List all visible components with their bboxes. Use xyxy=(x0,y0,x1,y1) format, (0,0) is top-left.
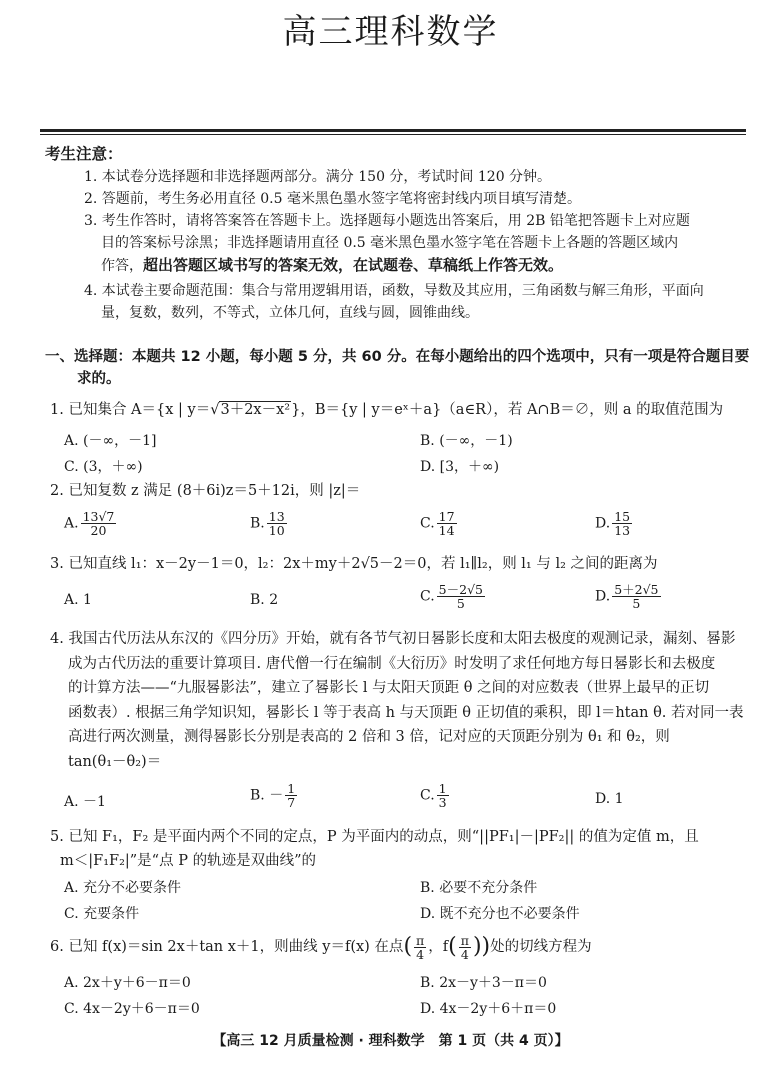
q1-sqrt: 3＋2x－x² xyxy=(220,402,291,418)
q2-d-den: 13 xyxy=(614,523,631,538)
q4-line-3: 的计算方法——“九服晷影法”，建立了晷影长 l 与太阳天顶距 θ 之间的对应数表（世界上最早的正切 xyxy=(68,680,710,696)
q3-d-den: 5 xyxy=(632,596,641,611)
q6-option-a: A. 2x＋y＋6－π＝0 xyxy=(64,975,191,991)
q6-stem-b: 处的切线方程为 xyxy=(490,939,592,955)
question-2-stem: 2. 已知复数 z 满足 (8＋6i)z＝5＋12i，则 |z|＝ xyxy=(50,483,361,499)
q1-option-d: D. [3，＋∞) xyxy=(420,459,500,475)
q3-option-a: A. 1 xyxy=(64,592,92,608)
notice-item-1: 1. 本试卷分选择题和非选择题两部分。满分 150 分，考试时间 120 分钟。 xyxy=(84,169,552,185)
q5-options-row1 xyxy=(50,877,758,897)
q4-b-den: 7 xyxy=(287,795,296,810)
q4-option-d: D. 1 xyxy=(595,791,624,807)
q3-option-c xyxy=(420,583,487,610)
q6-options-row1 xyxy=(50,972,758,992)
q1-option-b: B. (－∞，－1) xyxy=(420,433,513,449)
q4-b-frac xyxy=(285,782,297,809)
notice-item-4: 4. 本试卷主要命题范围：集合与常用逻辑用语，函数，导数及其应用，三角函数与解三角形，平面向 xyxy=(84,283,704,299)
q5-line-1: 5. 已知 F₁，F₂ 是平面内两个不同的定点，P 为平面内的动点，则“||PF₁|－|PF₂|| 的值为定值 m，且 xyxy=(50,829,699,845)
q6-stem-mid: ，f xyxy=(428,939,449,955)
q6-option-c: C. 4x－2y＋6－π＝0 xyxy=(64,1001,200,1017)
page-footer: 【高三 12 月质量检测 · 理科数学 第 1 页（共 4 页）】 xyxy=(212,1033,569,1049)
q4-options xyxy=(50,782,758,818)
q3-options xyxy=(50,583,758,619)
q2-c-frac xyxy=(437,510,457,537)
q4-c-num: 1 xyxy=(438,781,447,796)
q6-option-d: D. 4x－2y＋6＋π＝0 xyxy=(420,1001,557,1017)
q4-b-label: B. － xyxy=(250,787,284,804)
q3-c-frac xyxy=(437,583,485,610)
section-heading-line2: 求的。 xyxy=(77,371,121,387)
q3-d-frac xyxy=(612,583,660,610)
q2-b-den: 10 xyxy=(268,523,285,538)
notice-item-3-line3 xyxy=(101,254,756,277)
q4-line-2: 成为古代历法的重要计算项目. 唐代僧一行在编制《大衍历》时发明了求任何地方每日晷影长和去极度 xyxy=(68,655,716,672)
notice-item-3-line2: 目的答案标号涂黑；非选择题请用直径 0.5 毫米黑色墨水签字笔在答题卡上各题的答题区域内 xyxy=(101,235,679,251)
q4-line-6: tan(θ₁－θ₂)＝ xyxy=(68,753,162,770)
notice-item-4-line2: 量，复数，数列，不等式，立体几何，直线与圆，圆锥曲线。 xyxy=(101,305,479,321)
page-title: 高三理科数学 xyxy=(282,12,499,52)
q2-d-num: 15 xyxy=(614,509,631,524)
q1-option-a: A. (－∞，－1] xyxy=(64,433,157,449)
q3-option-d xyxy=(595,583,663,610)
q2-c-label: C. xyxy=(420,515,435,532)
q2-a-den: 20 xyxy=(90,523,107,538)
q5-option-c: C. 充要条件 xyxy=(64,906,140,922)
question-5-stem xyxy=(50,825,758,873)
q4-line-5: 高进行两次测量，测得晷影长分别是表高的 2 倍和 3 倍，记对应的天顶距分别为 θ₁ 和 θ₂，则 xyxy=(68,729,670,745)
q4-line-4: 函数表）. 根据三角学知识知，晷影长 l 等于表高 h 与天顶距 θ 正切值的乘积，即 l＝htan θ. 若对同一表 xyxy=(68,704,744,721)
q4-c-den: 3 xyxy=(438,795,447,810)
notice-item-2: 2. 答题前，考生务必用直径 0.5 毫米黑色墨水签字笔将密封线内项目填写清楚。 xyxy=(84,191,581,207)
q6-point-frac xyxy=(414,934,426,961)
notice-heading: 考生注意： xyxy=(45,145,123,163)
q2-option-c xyxy=(420,510,459,537)
q6-point-num: π xyxy=(416,932,425,948)
q6-stem-a: 6. 已知 f(x)＝sin 2x＋tan x＋1，则曲线 y＝f(x) 在点 xyxy=(50,939,404,955)
q2-options xyxy=(50,510,758,546)
q6-point-den: 4 xyxy=(416,946,425,962)
q4-c-label: C. xyxy=(420,787,435,804)
q6-f-den: 4 xyxy=(460,946,469,962)
q3-option-b: B. 2 xyxy=(250,592,279,608)
q4-b-num: 1 xyxy=(287,781,296,796)
header-rule-thick xyxy=(40,129,746,132)
q2-a-num: 13√7 xyxy=(82,509,115,524)
q1-options-row2 xyxy=(50,456,758,476)
q2-option-d xyxy=(595,510,634,537)
q2-b-label: B. xyxy=(250,515,265,532)
q2-option-a xyxy=(64,510,118,537)
section-heading xyxy=(45,346,757,390)
q5-option-d: D. 既不充分也不必要条件 xyxy=(420,906,580,922)
notice-item-3: 3. 考生作答时，请将答案答在答题卡上。选择题每小题选出答案后，用 2B 铅笔把答题卡上对应题 xyxy=(84,213,690,229)
header-rule-thin xyxy=(40,134,746,135)
q2-c-den: 14 xyxy=(438,523,455,538)
q2-a-label: A. xyxy=(64,515,79,532)
q4-option-c xyxy=(420,782,451,809)
q2-b-frac xyxy=(267,510,287,537)
q1-stem-c: }，B＝{y | y＝eˣ＋a}（a∈R），若 A∩B＝∅，则 a 的取值范围为 xyxy=(291,402,724,418)
q1-option-c: C. (3，＋∞) xyxy=(64,459,143,475)
q6-fparen-open: ( xyxy=(448,934,457,959)
q4-option-b xyxy=(250,782,299,809)
q2-option-b xyxy=(250,510,289,537)
q1-options-row1 xyxy=(50,430,758,450)
q4-line-1: 4. 我国古代历法从东汉的《四分历》开始，就有各节气初日晷影长度和太阳去极度的观测记录，漏刻、晷影 xyxy=(50,631,736,647)
q4-option-a: A. －1 xyxy=(64,794,106,810)
q6-f-num: π xyxy=(460,932,469,948)
q3-c-den: 5 xyxy=(456,596,465,611)
q6-f-frac xyxy=(459,934,471,961)
q6-options-row2 xyxy=(50,998,758,1018)
q2-d-label: D. xyxy=(595,515,611,532)
question-6-stem xyxy=(50,930,758,964)
notice-warning: 超出答题区域书写的答案无效，在试题卷、草稿纸上作答无效。 xyxy=(143,256,564,274)
q5-option-a: A. 充分不必要条件 xyxy=(64,880,182,896)
q6-option-b: B. 2x－y＋3－π＝0 xyxy=(420,975,547,991)
q5-option-b: B. 必要不充分条件 xyxy=(420,880,538,896)
question-3-stem: 3. 已知直线 l₁：x－2y－1＝0，l₂：2x＋my＋2√5－2＝0，若 l₁∥l₂，则 l₁ 与 l₂ 之间的距离为 xyxy=(50,556,658,572)
q5-options-row2 xyxy=(50,903,758,923)
q2-a-frac xyxy=(81,510,117,537)
section-heading-line1: 一、选择题：本题共 12 小题，每小题 5 分，共 60 分。在每小题给出的四个选项中，只有一项是符合题目要 xyxy=(45,349,750,365)
question-4-stem xyxy=(50,627,758,774)
question-1-stem: 1. 已知集合 A＝{x | y＝√3＋2x－x²}，B＝{y | y＝eˣ＋a}（a∈R），若 A∩B＝∅，则 a 的取值范围为 xyxy=(50,402,724,418)
q6-fparen-close: )) xyxy=(472,934,491,959)
q3-d-num: 5＋2√5 xyxy=(614,582,659,597)
q2-d-frac xyxy=(612,510,632,537)
q1-stem-a: 1. 已知集合 A＝{x | y＝ xyxy=(50,402,211,418)
q6-paren-open: ( xyxy=(403,934,413,959)
q3-c-label: C. xyxy=(420,588,435,605)
q5-line-2: m＜|F₁F₂|”是“点 P 的轨迹是双曲线”的 xyxy=(60,853,316,869)
q3-d-label: D. xyxy=(595,588,611,605)
q2-c-num: 17 xyxy=(438,509,455,524)
q2-b-num: 13 xyxy=(268,509,285,524)
notice-item-3-prefix: 作答， xyxy=(101,258,143,274)
q3-c-num: 5－2√5 xyxy=(438,582,483,597)
q4-c-frac xyxy=(437,782,449,809)
